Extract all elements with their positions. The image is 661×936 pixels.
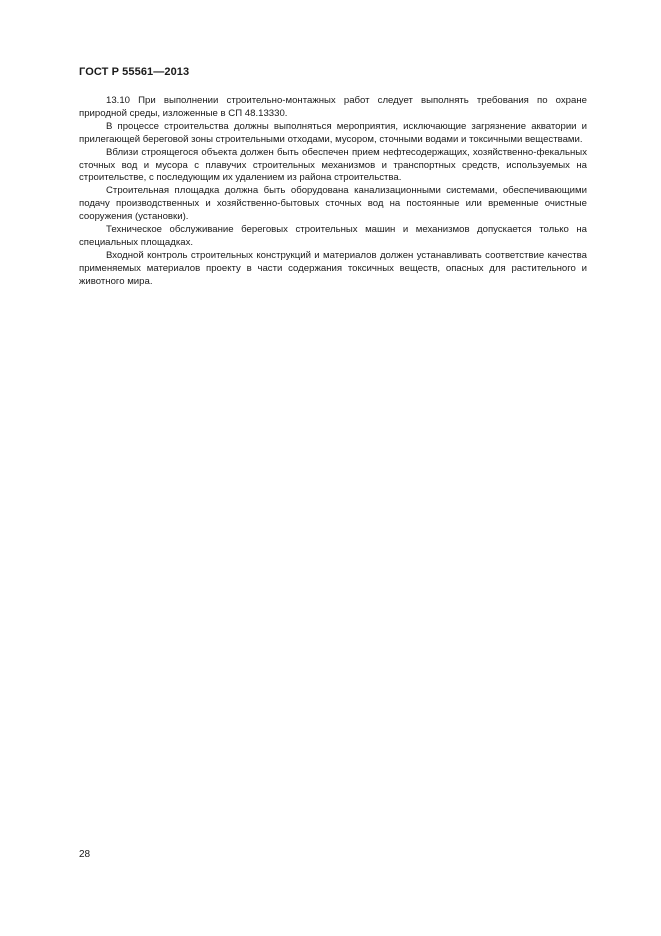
- paragraph-wastewater-reception: Вблизи строящегося объекта должен быть обеспечен прием нефтесодержащих, хозяйственно-фекальных сточных вод и мусора с плавучих строительных механизмов и транспортных средств, используемых на строительстве, с последующим их удалением из района строительства.: [79, 146, 587, 184]
- document-header: ГОСТ Р 55561—2013: [79, 66, 190, 78]
- page-number: 28: [79, 849, 91, 860]
- paragraph-sewerage: Строительная площадка должна быть оборудована канализационными системами, обеспечивающими подачу производственных и хозяйственно-бытовых сточных вод на постоянные или временные очистные сооружения (установки).: [79, 185, 587, 223]
- paragraph-input-control: Входной контроль строительных конструкций и материалов должен устанавливать соответствие качества применяемых материалов проекту в части содержания токсичных веществ, опасных для растительного и животного мира.: [79, 249, 587, 287]
- document-body: [79, 95, 587, 289]
- paragraph-13-10: 13.10 При выполнении строительно-монтажных работ следует выполнять требования по охране природной среды, изложенные в СП 48.13330.: [79, 95, 587, 119]
- paragraph-maintenance: Техническое обслуживание береговых строительных машин и механизмов допускается только на специальных площадках.: [79, 224, 587, 248]
- paragraph-water-pollution: В процессе строительства должны выполняться мероприятия, исключающие загрязнение акватории и прилегающей береговой зоны строительными отходами, мусором, сточными водами и токсичными веществами.: [79, 120, 587, 145]
